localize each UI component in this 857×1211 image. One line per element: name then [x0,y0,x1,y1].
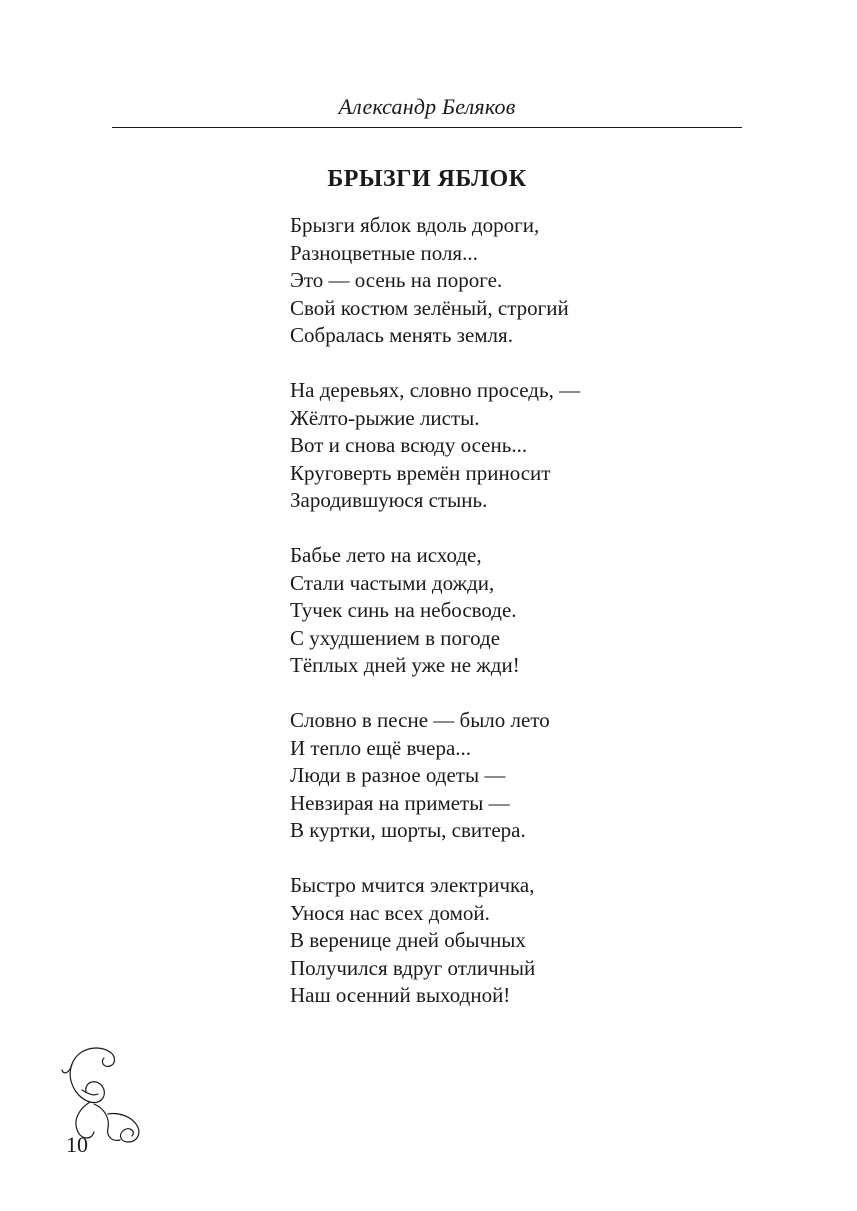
stanza-2 [290,377,710,515]
stanza-5 [290,872,710,1010]
poem-line: Наш осенний выходной! [290,983,511,1007]
stanza-1 [290,212,710,350]
poem-line: Вот и снова всюду осень... [290,433,528,457]
poem-line: Собралась менять земля. [290,323,513,347]
stanza-4 [290,707,710,845]
poem-line: Зародившуюся стынь. [290,488,488,512]
poem-title: БРЫЗГИ ЯБЛОК [327,166,527,192]
poem-line: Бабье лето на исходе, [290,543,482,567]
poem-line: В куртки, шорты, свитера. [290,818,526,842]
poem-line: Быстро мчится электричка, [290,873,535,897]
poem-line: Невзирая на приметы — [290,790,510,815]
poem-line: Жёлто-рыжие листы. [290,405,480,430]
poem-line: Свой костюм зелёный, строгий [290,295,569,320]
poem-line: Тучек синь на небосводе. [290,598,517,622]
poem-line: Тёплых дней уже не жди! [290,653,520,677]
page-number: 10 [66,1132,88,1157]
poem-line: Круговерть времён приносит [290,460,551,485]
poem-line: Это — осень на пороге. [290,268,503,292]
poem-line: На деревьях, словно проседь, — [290,378,581,402]
poem-line: Унося нас всех домой. [290,900,490,925]
stanza-3 [290,542,710,680]
header-divider [112,127,742,128]
poem-line: И тепло ещё вчера... [290,735,472,760]
running-header-author: Александр Беляков [338,94,516,119]
poem-line: Стали частыми дожди, [290,570,495,595]
poem-line: Разноцветные поля... [290,240,478,265]
poem-line: Люди в разное одеты — [290,763,506,787]
poem-line: В веренице дней обычных [290,928,526,952]
poem-line: Брызги яблок вдоль дороги, [290,213,540,237]
poem-line: Словно в песне — было лето [290,708,550,732]
poem-body [290,212,710,1037]
poem-line: С ухудшением в погоде [290,625,501,650]
poem-line: Получился вдруг отличный [290,955,536,980]
